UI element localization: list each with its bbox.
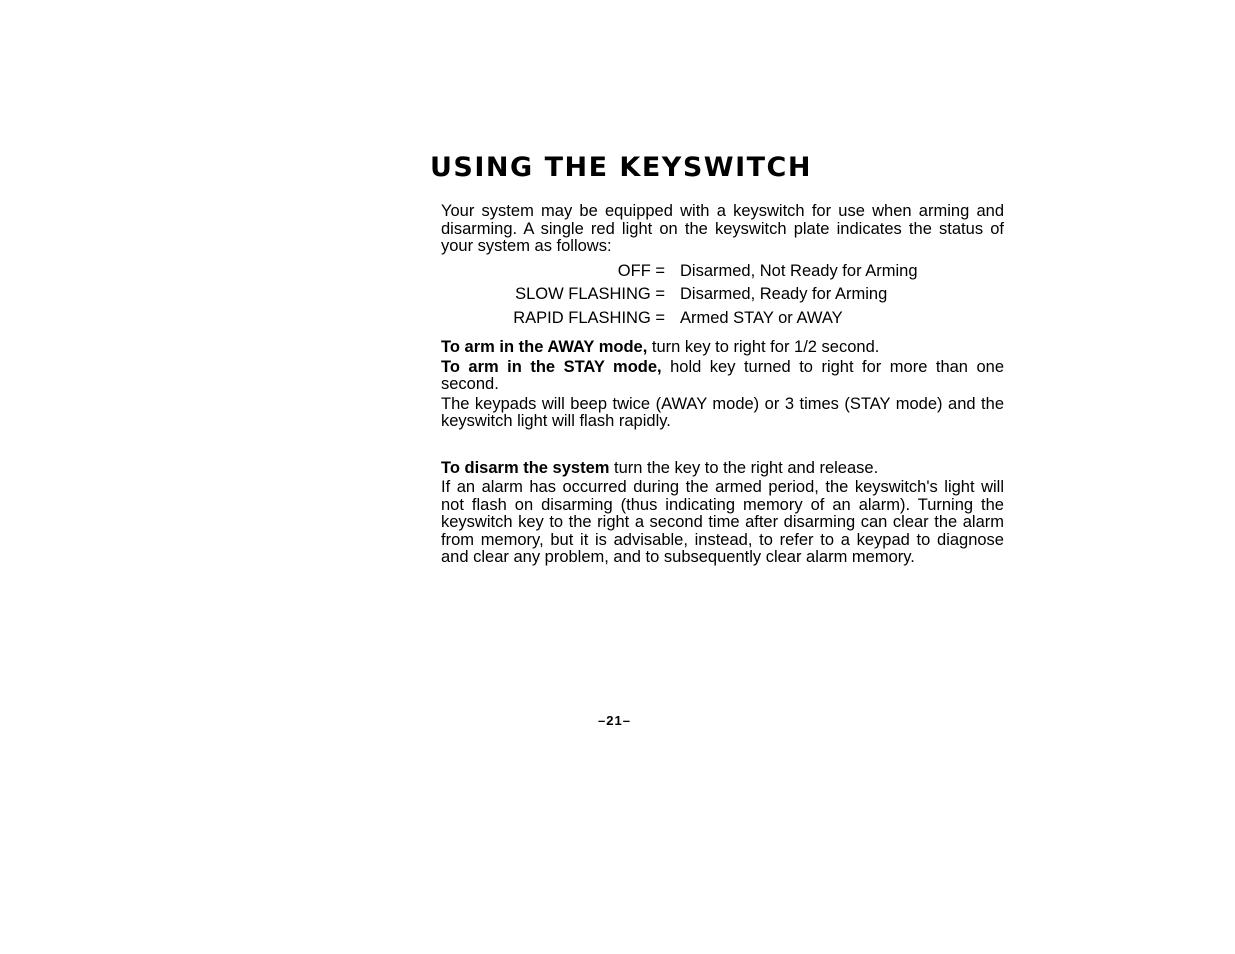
status-table bbox=[441, 260, 1004, 331]
main-content bbox=[441, 203, 1004, 567]
page-title: USING THE KEYSWITCH bbox=[430, 152, 812, 183]
status-key: SLOW FLASHING = bbox=[515, 285, 665, 303]
status-row-slow-flashing bbox=[441, 283, 1004, 307]
away-mode-text: turn key to right for 1/2 second. bbox=[647, 338, 880, 356]
intro-paragraph: Your system may be equipped with a keyswitch for use when arming and disarming. A single red light on the keyswitch plate indicates the status of your system as follows: bbox=[441, 202, 1004, 255]
status-row-rapid-flashing bbox=[441, 307, 1004, 331]
beep-note: The keypads will beep twice (AWAY mode) or 3 times (STAY mode) and the keyswitch light will flash rapidly. bbox=[441, 394, 1004, 430]
alarm-memory-note: If an alarm has occurred during the armed period, the keyswitch's light will not flash on disarming (thus indicating memory of an alarm). Turning the keyswitch key to the right a second time after disarming can clear the alarm from memory, but it is advisable, instead, to refer to a keypad to diagnose and clear any problem, and to subsequently clear alarm memory. bbox=[441, 478, 1004, 566]
status-value: Disarmed, Ready for Arming bbox=[680, 285, 888, 303]
stay-mode-text: hold key turned to right for more than one second. bbox=[441, 357, 1004, 393]
page-number: –21– bbox=[598, 713, 631, 728]
status-value: Armed STAY or AWAY bbox=[680, 308, 843, 327]
away-mode-heading: To arm in the AWAY mode, bbox=[441, 338, 648, 356]
status-value: Disarmed, Not Ready for Arming bbox=[680, 261, 918, 280]
status-key: RAPID FLASHING = bbox=[513, 308, 665, 327]
stay-mode-heading: To arm in the STAY mode, bbox=[441, 357, 662, 376]
status-key: OFF = bbox=[617, 261, 665, 280]
away-mode-instruction bbox=[441, 339, 1004, 357]
status-row-off bbox=[441, 260, 1004, 284]
disarm-text: turn the key to the right and release. bbox=[609, 458, 879, 477]
disarm-heading: To disarm the system bbox=[441, 458, 610, 477]
disarm-instruction bbox=[441, 460, 1004, 478]
stay-mode-instruction bbox=[441, 359, 1004, 394]
